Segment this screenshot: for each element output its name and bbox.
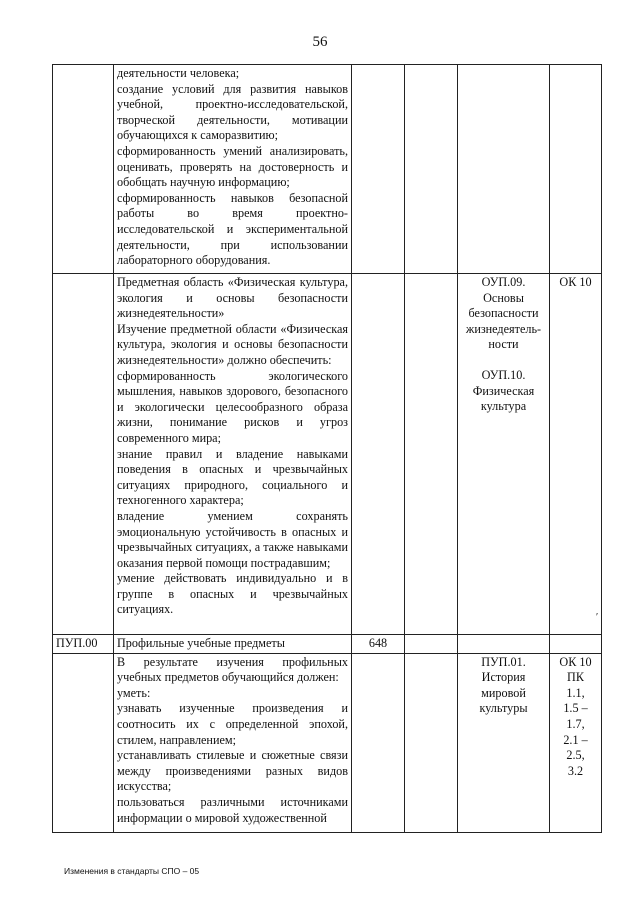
hours-extra-cell bbox=[405, 65, 458, 274]
footer-note: Изменения в стандарты СПО – 05 bbox=[64, 866, 200, 876]
description-line: узнавать изученные произведения и соотносить их с определенной эпохой, стилем, направлением; bbox=[117, 701, 348, 747]
description-line: умение действовать индивидуально и в группе в опасных и чрезвычайных ситуациях. bbox=[117, 571, 348, 617]
discipline-line: мировой bbox=[481, 685, 526, 700]
description-line: знание правил и владение навыками поведения в опасных и чрезвычайных ситуациях природного, социального и техногенного характера; bbox=[117, 446, 348, 508]
description-cell bbox=[114, 635, 352, 654]
competency-line: 3.2 bbox=[567, 763, 584, 778]
index-cell: ПУП.00 bbox=[53, 635, 114, 654]
discipline-cell bbox=[458, 65, 550, 274]
discipline-line: культуры bbox=[479, 701, 528, 716]
competency-line: 2.5, bbox=[566, 748, 585, 763]
index-cell bbox=[53, 65, 114, 274]
description-line: Профильные учебные предметы bbox=[117, 636, 285, 650]
hours-extra-cell bbox=[405, 635, 458, 654]
description-line: пользоваться различными источниками информации о мировой художественной bbox=[117, 794, 348, 825]
discipline-line: Физическая bbox=[472, 383, 535, 398]
description-line: В результате изучения профильных учебных предметов обучающийся должен: bbox=[117, 654, 348, 685]
description-cell bbox=[114, 653, 352, 832]
competency-cell bbox=[550, 635, 602, 654]
hours-cell: 648 bbox=[352, 635, 405, 654]
discipline-line: культура bbox=[480, 399, 527, 414]
description-line: Предметная область «Физическая культура, экология и основы безопасности жизнедеятельности» bbox=[117, 275, 348, 321]
discipline-cell bbox=[458, 274, 550, 635]
discipline-cell bbox=[458, 635, 550, 654]
curriculum-table bbox=[52, 64, 602, 833]
discipline-line: Основы bbox=[483, 290, 524, 305]
discipline-line: ОУП.09. bbox=[481, 275, 526, 289]
discipline-line: ности bbox=[488, 337, 519, 352]
description-line: сформированность умений анализировать, оценивать, проверять на достоверность и обобщать научную информацию; bbox=[117, 143, 348, 190]
description-line: создание условий для развития навыков учебной, проектно-исследовательской, творческой деятельности, мотивации обучающихся к саморазвитию; bbox=[117, 81, 348, 143]
description-line: владение умением сохранять эмоциональную устойчивость в опасных и чрезвычайных ситуациях, а также навыками оказания первой помощи пострадавшим; bbox=[117, 508, 348, 570]
description-cell bbox=[114, 65, 352, 274]
competency-line: 1.7, bbox=[566, 716, 585, 731]
competency-cell bbox=[550, 274, 602, 635]
discipline-line: безопасности bbox=[468, 306, 539, 321]
competency-cell bbox=[550, 653, 602, 832]
hours-extra-cell bbox=[405, 653, 458, 832]
index-cell bbox=[53, 274, 114, 635]
description-line: деятельности человека; bbox=[117, 66, 240, 80]
discipline-line: История bbox=[481, 670, 526, 685]
index-cell bbox=[53, 653, 114, 832]
description-line: сформированность навыков безопасной работы во время проектно-исследовательской и экспериментальной деятельности, при использовании лабораторного оборудования. bbox=[117, 190, 348, 268]
discipline-line: ПУП.01. bbox=[481, 654, 526, 669]
discipline-cell bbox=[458, 653, 550, 832]
competency-cell bbox=[550, 65, 602, 274]
competency-line: ОК 10 bbox=[559, 654, 592, 669]
discipline-line: ОУП.10. bbox=[481, 367, 526, 382]
competency-line: 2.1 – bbox=[563, 732, 588, 747]
description-line: уметь: bbox=[117, 685, 151, 700]
hours-cell bbox=[352, 653, 405, 832]
margin-mark: ʹ bbox=[596, 612, 599, 623]
page-number: 56 bbox=[312, 34, 328, 50]
table-row bbox=[53, 65, 602, 274]
hours-cell bbox=[352, 65, 405, 274]
hours-cell bbox=[352, 274, 405, 635]
table-row bbox=[53, 635, 602, 654]
competency-line: ОК 10 bbox=[559, 275, 592, 289]
table-row bbox=[53, 653, 602, 832]
competency-line: 1.1, bbox=[566, 685, 585, 700]
discipline-line bbox=[461, 353, 546, 368]
table-row bbox=[53, 274, 602, 635]
discipline-line: жизнедеятель- bbox=[465, 321, 542, 336]
description-line: сформированность экологического мышления, навыков здорового, безопасного и экологически целесообразного образа жизни, понимание рисков и угроз современного мира; bbox=[117, 368, 348, 445]
description-line: устанавливать стилевые и сюжетные связи между произведениями разных видов искусства; bbox=[117, 748, 348, 794]
competency-line: ПК bbox=[567, 670, 584, 685]
hours-extra-cell bbox=[405, 274, 458, 635]
description-cell bbox=[114, 274, 352, 635]
description-line: Изучение предметной области «Физическая культура, экология и основы безопасности жизнедеятельности» должно обеспечить: bbox=[117, 321, 348, 367]
competency-line: 1.5 – bbox=[563, 701, 588, 716]
